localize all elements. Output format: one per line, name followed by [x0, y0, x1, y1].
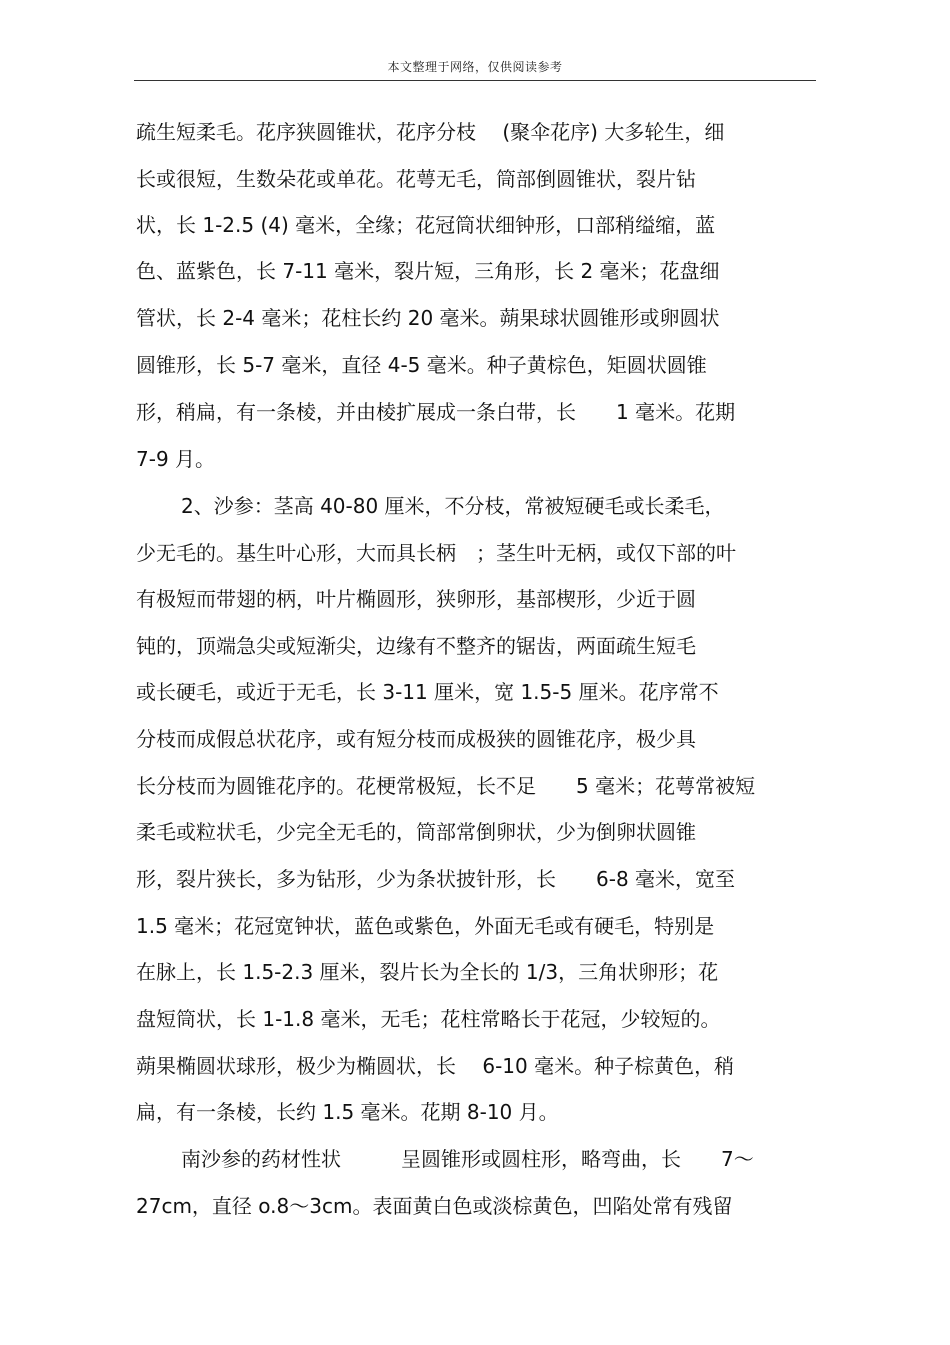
text-line: 南沙参的药材性状 呈圆锥形或圆柱形，略弯曲，长 7～	[181, 1147, 754, 1171]
text-line: 形，裂片狭长，多为钻形，少为条状披针形，长 6-8 毫米，宽至	[136, 867, 736, 891]
text-line: 7-9 月。	[136, 447, 216, 471]
text-line: 疏生短柔毛。花序狭圆锥状，花序分枝 (聚伞花序) 大多轮生，细	[136, 120, 725, 144]
text-line: 27cm，直径 o.8～3cm。表面黄白色或淡棕黄色，凹陷处常有残留	[136, 1194, 733, 1218]
text-line: 管状，长 2-4 毫米；花柱长约 20 毫米。蒴果球状圆锥形或卵圆状	[136, 306, 720, 330]
text-line: 钝的，顶端急尖或短渐尖，边缘有不整齐的锯齿，两面疏生短毛	[136, 634, 696, 658]
text-line: 分枝而成假总状花序，或有短分枝而成极狭的圆锥花序，极少具	[136, 727, 696, 751]
text-line: 圆锥形，长 5-7 毫米，直径 4-5 毫米。种子黄棕色，矩圆状圆锥	[136, 353, 707, 377]
text-line: 长或很短，生数朵花或单花。花萼无毛，筒部倒圆锥状，裂片钻	[136, 167, 696, 191]
text-line: 有极短而带翅的柄，叶片椭圆形，狭卵形，基部楔形，少近于圆	[136, 587, 696, 611]
text-line: 盘短筒状，长 1-1.8 毫米，无毛；花柱常略长于花冠，少较短的。	[136, 1007, 721, 1031]
text-line: 1.5 毫米；花冠宽钟状，蓝色或紫色，外面无毛或有硬毛，特别是	[136, 914, 715, 938]
header-rule	[134, 80, 816, 81]
text-line: 少无毛的。基生叶心形，大而具长柄 ；茎生叶无柄，或仅下部的叶	[136, 541, 736, 565]
text-line: 扁，有一条棱，长约 1.5 毫米。花期 8-10 月。	[136, 1100, 559, 1124]
text-line: 柔毛或粒状毛，少完全无毛的，筒部常倒卵状，少为倒卵状圆锥	[136, 820, 696, 844]
text-line: 在脉上，长 1.5-2.3 厘米，裂片长为全长的 1/3，三角状卵形；花	[136, 960, 719, 984]
text-line: 或长硬毛，或近于无毛，长 3-11 厘米，宽 1.5-5 厘米。花序常不	[136, 680, 719, 704]
text-line: 2、沙参：茎高 40-80 厘米，不分枝，常被短硬毛或长柔毛，	[181, 494, 725, 518]
page-header: 本文整理于网络，仅供阅读参考	[387, 60, 563, 74]
text-line: 蒴果椭圆状球形，极少为椭圆状，长 6-10 毫米。种子棕黄色，稍	[136, 1054, 735, 1078]
text-line: 形，稍扁，有一条棱，并由棱扩展成一条白带，长 1 毫米。花期	[136, 400, 736, 424]
text-line: 状，长 1-2.5 (4) 毫米，全缘；花冠筒状细钟形，口部稍缢缩，蓝	[136, 213, 716, 237]
text-line: 色、蓝紫色，长 7-11 毫米，裂片短，三角形，长 2 毫米；花盘细	[136, 259, 720, 283]
text-line: 长分枝而为圆锥花序的。花梗常极短，长不足 5 毫米；花萼常被短	[136, 774, 756, 798]
